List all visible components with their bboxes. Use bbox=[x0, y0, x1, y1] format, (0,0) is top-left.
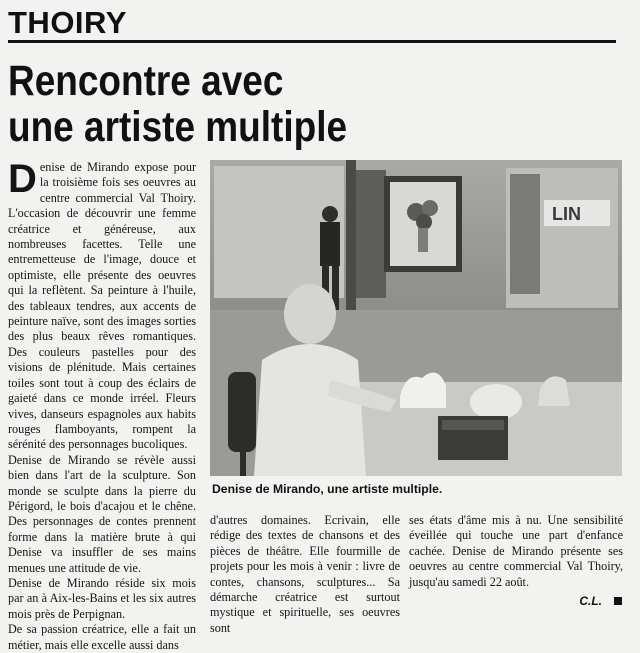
article-column-2 bbox=[210, 513, 400, 636]
article-paragraph-4: De sa passion créatrice, elle a fait un métier, mais elle excelle aussi dans bbox=[8, 622, 196, 652]
cash-box bbox=[438, 416, 508, 460]
article-paragraph-1 bbox=[8, 157, 196, 453]
author-signature bbox=[579, 594, 622, 608]
paragraph-1-text: enise de Mirando expose pour la troisième fois ses oeuvres au centre commercial Val Thoiry. L'occasion de découvrir une femme créatrice et généreuse, aux nombreuses facettes. Telle une entremetteuse de l'image, douce et optimiste, elle présente des oeuvres qui la reflètent. Sa peinture à l'huile, des tableaux tendres, aux accents de peinture naïve, sont des images sorties des plus beaux rêves romantiques. Des couleurs pastelles pour des visions de plénitude. Mais certaines toiles sont tout à coup des éclairs de gaieté dans ce monde irréel. Fleurs vives, danseurs espagnoles aux habits rouges flamboyants, rompent la sérénité des personnages bucoliques. bbox=[8, 160, 196, 452]
column-2-text: d'autres domaines. Ecrivain, elle rédige des textes de chansons et des pièces de théâtre. Elle fourmille de projets pour les mois à venir : livre de contes, chansons, sculptures... Sa démarche créatrice est surtout mystique et spirituelle, ses oeuvres sont bbox=[210, 513, 400, 635]
article-column-1 bbox=[8, 157, 196, 653]
drop-cap: D bbox=[8, 157, 37, 201]
signature-text: C.L. bbox=[579, 594, 602, 608]
photo-caption: Denise de Mirando, une artiste multiple. bbox=[212, 482, 443, 496]
shop-panel-dark bbox=[510, 174, 540, 294]
framed-painting bbox=[384, 176, 462, 272]
article-column-3 bbox=[409, 513, 623, 590]
article-photo bbox=[210, 160, 622, 476]
column-3-text: ses états d'âme mis à nu. Une sensibilité éveillée qui touche une part d'enfance cachée. Denise de Mirando présente ses oeuvres au centre commercial Val Thoiry, jusqu'au samedi 22 août. bbox=[409, 513, 623, 589]
section-rubric: THOIRY bbox=[8, 5, 127, 40]
rubric-rule bbox=[8, 40, 616, 43]
shop-sign bbox=[544, 200, 610, 226]
shop-sign-text: LIN bbox=[552, 204, 581, 224]
end-square-icon bbox=[614, 597, 622, 605]
article-paragraph-2: Denise de Mirando se révèle aussi bien dans l'art de la sculpture. Son monde se sculpte dans la pierre du Périgord, le bois d'acajou et le chêne. Des personnages de contes prennent forme dans la matière brute à qui Denise va insuffler de ses mains menues une attitude de vie. bbox=[8, 452, 196, 575]
article-headline bbox=[8, 58, 541, 150]
wall-pillar bbox=[346, 160, 356, 310]
headline-line-1: Rencontre avec bbox=[8, 57, 284, 105]
headline-line-2: une artiste multiple bbox=[8, 103, 348, 151]
photo-illustration bbox=[210, 160, 622, 476]
article-paragraph-3: Denise de Mirando réside six mois par an à Aix-les-Bains et les six autres mois près de Perpignan. bbox=[8, 575, 196, 621]
